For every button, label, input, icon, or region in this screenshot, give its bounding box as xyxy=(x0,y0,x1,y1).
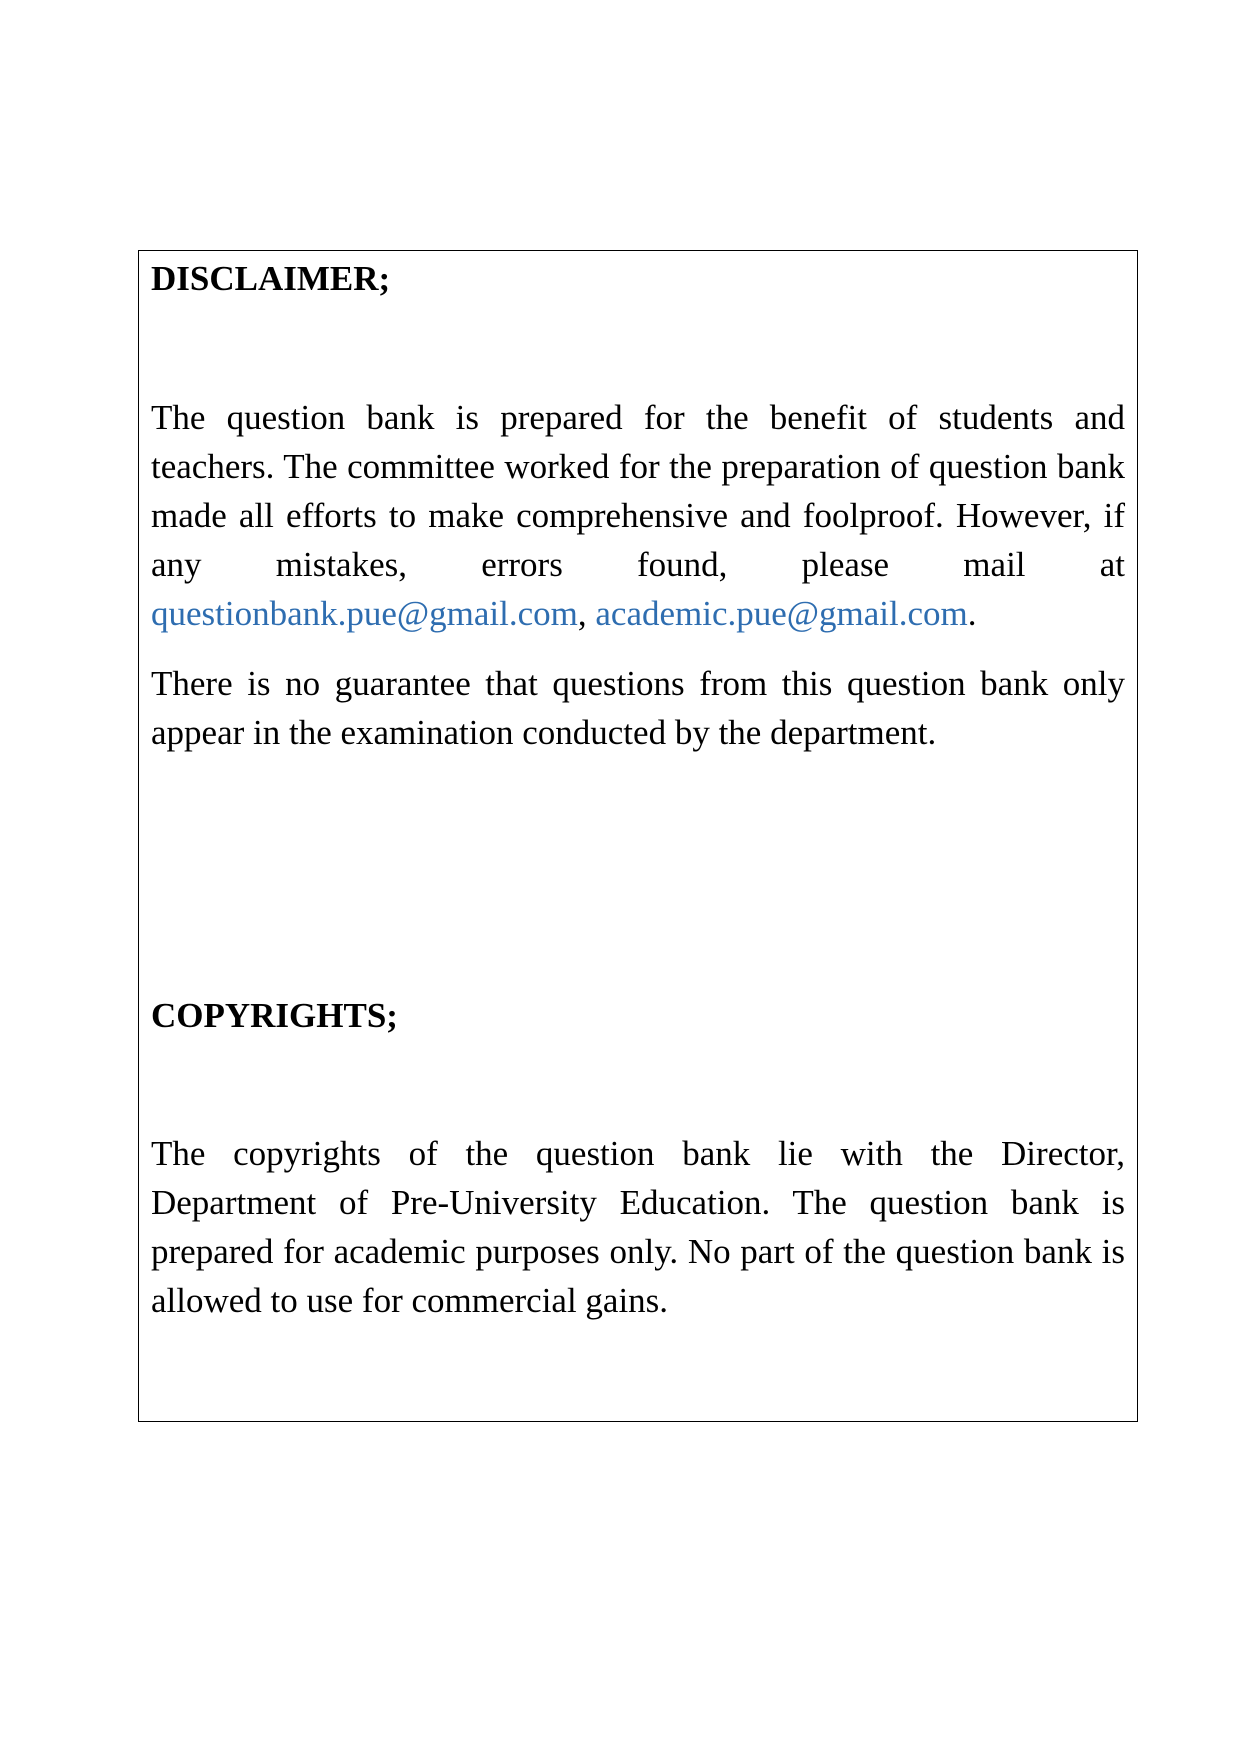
disclaimer-heading: DISCLAIMER; xyxy=(151,259,391,298)
disclaimer-text: The question bank is prepared for the benefit of students and teachers. The committee worked for the preparation of question bank made all efforts to make comprehensive and foolproof. However, if any mistakes, errors found, please mail at xyxy=(151,398,1125,584)
copyrights-heading: COPYRIGHTS; xyxy=(151,996,398,1035)
guarantee-paragraph: There is no guarantee that questions from this question bank only appear in the examination conducted by the department. xyxy=(151,664,1125,752)
copyrights-paragraph: The copyrights of the question bank lie with the Director, Department of Pre-University Education. The question bank is prepared for academic purposes only. No part of the question bank is allowed to use for commercial gains. xyxy=(151,1134,1125,1320)
notice-box xyxy=(138,250,1138,1422)
disclaimer-period: . xyxy=(967,594,977,633)
email-separator: , xyxy=(577,594,596,633)
disclaimer-paragraph xyxy=(151,393,1125,638)
email-link-questionbank[interactable]: questionbank.pue@gmail.com xyxy=(151,594,578,633)
email-link-academic[interactable]: academic.pue@gmail.com xyxy=(595,594,968,633)
